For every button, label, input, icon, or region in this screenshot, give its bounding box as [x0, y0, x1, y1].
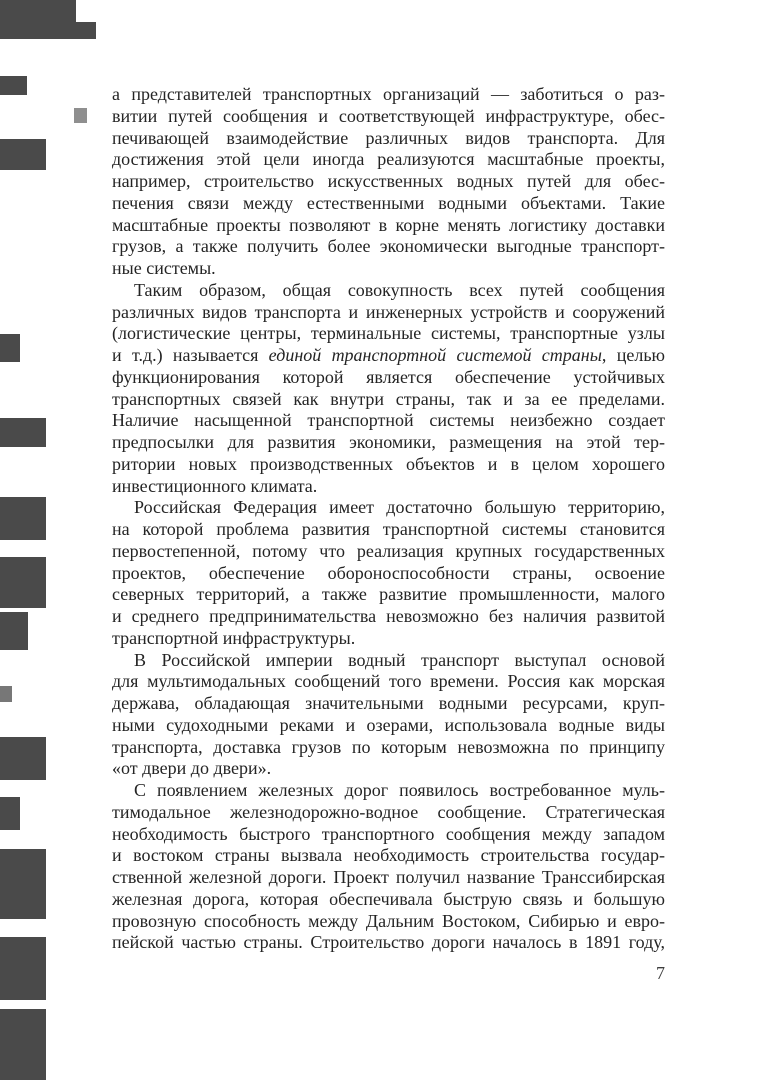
text-line: С появлением железных дорог появилось востребованное муль- [134, 780, 665, 800]
text-line: Наличие насыщенной транспортной системы неизбежно создает [112, 410, 665, 431]
text-line: ные системы. [112, 258, 216, 278]
text-line: например, строительство искусственных водных путей для обес- [112, 171, 665, 191]
scan-block [0, 1009, 46, 1080]
scan-block [0, 737, 46, 780]
text-line: транспорта, доставка грузов по которым невозможна по принципу [112, 736, 665, 757]
text-line: и среднего предпринимательства невозможно без наличия развитой [112, 606, 665, 626]
scan-block [0, 418, 46, 447]
text-line: а представителей транспортных организаций — заботиться о раз- [112, 84, 665, 104]
text-line: ритории новых производственных объектов и в целом хорошего [112, 453, 665, 474]
italic-term: единой транспортной системой страны [268, 345, 602, 365]
text-line: «от двери до двери». [112, 758, 272, 779]
text-line: необходимость быстрого транспортного сообщения между западом [112, 823, 665, 844]
text-line: достижения этой цели иногда реализуются масштабные проекты, [112, 149, 665, 170]
text-line: различных видов транспорта и инженерных устройств и сооружений [112, 301, 665, 322]
text-line: для мультимодальных сообщений того времени. Россия как морская [112, 671, 665, 692]
scan-block [0, 139, 46, 170]
text-line: тимодальное железнодорожно-водное сообщение. Стратегическая [112, 801, 665, 822]
scan-block [0, 0, 76, 22]
text-line: северных территорий, а также развитие промышленности, малого [112, 584, 665, 605]
text-line: и востоком страны вызвала необходимость строительства государ- [112, 845, 665, 866]
text-line: на которой проблема развития транспортной системы становится [112, 519, 665, 539]
page-text [112, 84, 665, 954]
scan-block [0, 612, 28, 650]
text-line: предпосылки для развития экономики, размещения на этой тер- [112, 432, 665, 452]
text-line: транспортной инфраструктуры. [112, 627, 356, 648]
paragraph [112, 84, 665, 280]
text-line: транспортных связей как внутри страны, так и за ее пределами. [112, 388, 665, 409]
text-line: грузов, а также получить более экономически выгодные транспорт- [112, 236, 665, 257]
text-line: первостепенной, потому что реализация крупных государственных [112, 540, 665, 561]
paragraph [112, 780, 665, 954]
scan-block [0, 334, 20, 362]
text-line: ными судоходными реками и озерами, использовала водные виды [112, 714, 665, 735]
text-line: ственной железной дороги. Проект получил название Транссибирская [112, 867, 665, 887]
scan-artifact-band [0, 0, 110, 1080]
text-line: держава, обладающая значительными водными ресурсами, круп- [112, 693, 665, 713]
text-line: провозную способность между Дальним Востоком, Сибирью и евро- [112, 910, 665, 931]
text-line: Российская Федерация имеет достаточно большую территорию, [134, 497, 665, 518]
text-line: проектов, обеспечение обороноспособности страны, освоение [112, 562, 665, 583]
text-line [112, 345, 665, 367]
text-line: функционирования которой является обеспечение устойчивых [112, 366, 665, 387]
paragraph [112, 497, 665, 649]
text-line: (логистические центры, терминальные системы, транспортные узлы [112, 323, 665, 344]
scan-block [0, 76, 27, 95]
text-line: печения связи между естественными водными объектами. Такие [112, 192, 665, 213]
scan-block [0, 557, 46, 608]
scan-block [0, 497, 46, 540]
text-line: инвестиционного климата. [112, 475, 318, 496]
scan-block [74, 108, 87, 123]
text-line: печивающей взаимодействие различных видов транспорта. Для [112, 127, 665, 148]
text-line: витии путей сообщения и соответствующей инфраструктуре, обес- [112, 105, 665, 126]
text-line: масштабные проекты позволяют в корне менять логистику доставки [112, 214, 665, 235]
text-line: В Российской империи водный транспорт выступал основой [134, 649, 665, 670]
scan-block [0, 686, 12, 702]
text-segment: , целью [601, 345, 665, 365]
paragraph [112, 650, 665, 781]
scan-block [0, 849, 46, 919]
text-line: железная дорога, которая обеспечивала быструю связь и большую [112, 888, 665, 909]
scan-block [0, 937, 46, 1000]
scan-block [0, 22, 96, 39]
page-number: 7 [656, 963, 665, 983]
text-line: Таким образом, общая совокупность всех путей сообщения [134, 279, 665, 300]
text-segment: и т.д.) называется [112, 345, 269, 365]
text-line: пейской частью страны. Строительство дороги началось в 1891 году, [112, 932, 665, 953]
scan-block [0, 797, 20, 830]
paragraph [112, 280, 665, 498]
